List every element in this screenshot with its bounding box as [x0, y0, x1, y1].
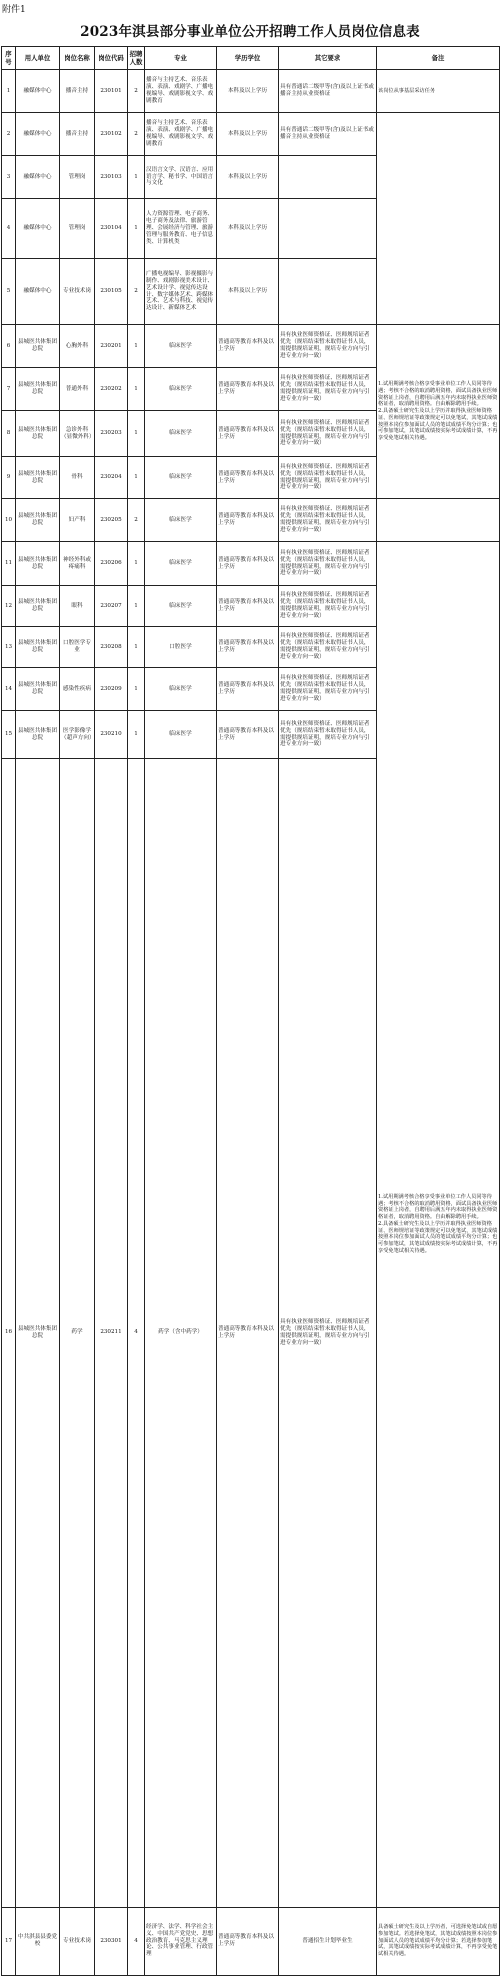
cell-education: 普通高等教育本科及以上学历	[217, 627, 279, 668]
cell-unit: 县城医共体集团总院	[16, 668, 60, 711]
cell-requirements: 具有执业医师资格证、医师规培证者优先（规培结束暂未取得证书人员，需提供规培证明，规培专业方向与引进专业方向一致）	[279, 627, 377, 668]
cell-count: 1	[128, 586, 145, 627]
cell-major: 临床医学	[145, 499, 217, 542]
cell-education: 普通高等教育本科及以上学历	[217, 325, 279, 368]
cell-code: 230205	[95, 499, 128, 542]
cell-requirements: 具有普通话二级甲等(含)及以上证书或播音主持从业资格证	[279, 70, 377, 113]
cell-unit: 县城医共体集团总院	[16, 411, 60, 457]
cell-unit: 县城医共体集团总院	[16, 457, 60, 499]
cell-major: 播音与主持艺术、音乐表演、表演、戏剧学、广播电视编导、戏剧影视文学、戏剧教育	[145, 113, 217, 156]
cell-major: 药学（含中药学）	[145, 759, 217, 1908]
cell-no: 1	[2, 70, 16, 113]
cell-education: 本科及以上学历	[217, 113, 279, 156]
cell-remarks: 具备硕士研究生及以上学历者，可选择免笔试或自愿参加笔试。若选择免笔试，其笔试成绩按照本岗位参加面试人员的笔试成绩平均分计算；若选择参加笔试，其笔试成绩按实际考试成绩计算，不再享受免笔试相关待遇。	[377, 1907, 500, 1975]
header-unit: 用人单位	[16, 47, 60, 70]
cell-count: 2	[128, 499, 145, 542]
cell-code: 230101	[95, 70, 128, 113]
cell-post: 口腔医学专业	[60, 627, 95, 668]
cell-requirements: 具有执业医师资格证、医师规培证者优先（规培结束暂未取得证书人员，需提供规培证明，规培专业方向与引进专业方向一致）	[279, 759, 377, 1908]
cell-unit: 县城医共体集团总院	[16, 325, 60, 368]
cell-code: 230102	[95, 113, 128, 156]
cell-requirements	[279, 259, 377, 325]
cell-count: 1	[128, 711, 145, 759]
cell-unit: 融媒体中心	[16, 156, 60, 199]
cell-post: 医学影像学（超声方向）	[60, 711, 95, 759]
cell-count: 1	[128, 457, 145, 499]
cell-post: 专业技术岗	[60, 1907, 95, 1975]
header-education: 学历学位	[217, 47, 279, 70]
cell-education: 普通高等教育本科及以上学历	[217, 499, 279, 542]
cell-post: 药学	[60, 759, 95, 1908]
cell-no: 3	[2, 156, 16, 199]
cell-requirements: 具有普通话二级甲等(含)及以上证书或播音主持从业资格证	[279, 113, 377, 156]
cell-no: 14	[2, 668, 16, 711]
cell-code: 230203	[95, 411, 128, 457]
cell-count: 1	[128, 542, 145, 586]
cell-code: 230202	[95, 368, 128, 411]
cell-post: 管理岗	[60, 156, 95, 199]
cell-education: 普通高等教育本科及以上学历	[217, 759, 279, 1908]
header-row	[2, 47, 500, 70]
cell-major: 临床医学	[145, 411, 217, 457]
cell-unit: 中共淇县县委党校	[16, 1907, 60, 1975]
header-post: 岗位名称	[60, 47, 95, 70]
table-row	[2, 499, 500, 542]
cell-post: 感染性疾病	[60, 668, 95, 711]
cell-unit: 县城医共体集团总院	[16, 759, 60, 1908]
cell-count: 4	[128, 1907, 145, 1975]
cell-education: 普通高等教育本科及以上学历	[217, 457, 279, 499]
cell-no: 17	[2, 1907, 16, 1975]
cell-unit: 县城医共体集团总院	[16, 627, 60, 668]
cell-no: 6	[2, 325, 16, 368]
cell-post: 骨科	[60, 457, 95, 499]
cell-post: 神经外科或疼痛科	[60, 542, 95, 586]
cell-major: 播音与主持艺术、音乐表演、表演、戏剧学、广播电视编导、戏剧影视文学、戏剧教育	[145, 70, 217, 113]
cell-unit: 融媒体中心	[16, 199, 60, 259]
header-major: 专业	[145, 47, 217, 70]
cell-post: 管理岗	[60, 199, 95, 259]
cell-requirements	[279, 199, 377, 259]
cell-code: 230301	[95, 1907, 128, 1975]
cell-no: 15	[2, 711, 16, 759]
cell-no: 5	[2, 259, 16, 325]
header-count: 招聘人数	[128, 47, 145, 70]
cell-education: 本科及以上学历	[217, 199, 279, 259]
cell-no: 16	[2, 759, 16, 1908]
position-table	[1, 46, 500, 1976]
cell-no: 4	[2, 199, 16, 259]
cell-no: 10	[2, 499, 16, 542]
cell-code: 230103	[95, 156, 128, 199]
cell-requirements	[279, 156, 377, 199]
cell-no: 11	[2, 542, 16, 586]
cell-no: 12	[2, 586, 16, 627]
cell-major: 临床医学	[145, 586, 217, 627]
cell-code: 230104	[95, 199, 128, 259]
cell-remarks: 1.试用期满考核合格享受事业单位工作人员同等待遇；考核不合格的取消聘用资格，面试具备执业医师资格证上岗者，自聘用后满五年内未取得执业医师资格证者，取消聘用资格。自由解除聘用手续。 2.具备硕士研究生及以上学历并取得执业医师资格证、医师规培证等政策规定可以免笔试，其笔试成绩按照本岗位参加面试人员的笔试成绩平均分计算；也可参加笔试，其笔试成绩按实际考试成绩计算，不再享受免笔试相关待遇。	[377, 325, 500, 499]
cell-major: 临床医学	[145, 457, 217, 499]
header-no: 序号	[2, 47, 16, 70]
cell-code: 230204	[95, 457, 128, 499]
cell-requirements: 具有执业医师资格证、医师规培证者优先（规培结束暂未取得证书人员，需提供规培证明，规培专业方向与引进专业方向一致）	[279, 411, 377, 457]
cell-count: 1	[128, 411, 145, 457]
cell-unit: 县城医共体集团总院	[16, 368, 60, 411]
attachment-label: 附件1	[2, 5, 26, 15]
cell-no: 2	[2, 113, 16, 156]
cell-education: 本科及以上学历	[217, 156, 279, 199]
cell-unit: 县城医共体集团总院	[16, 586, 60, 627]
cell-education: 本科及以上学历	[217, 70, 279, 113]
cell-requirements: 具有执业医师资格证、医师规培证者优先（规培结束暂未取得证书人员，需提供规培证明，规培专业方向与引进专业方向一致）	[279, 499, 377, 542]
cell-education: 普通高等教育本科及以上学历	[217, 586, 279, 627]
cell-post: 眼科	[60, 586, 95, 627]
cell-major: 临床医学	[145, 711, 217, 759]
cell-major: 临床医学	[145, 325, 217, 368]
cell-major: 临床医学	[145, 368, 217, 411]
cell-no: 8	[2, 411, 16, 457]
cell-post: 急诊外科（显微外科）	[60, 411, 95, 457]
cell-major: 临床医学	[145, 668, 217, 711]
cell-unit: 县城医共体集团总院	[16, 542, 60, 586]
table-row	[2, 542, 500, 586]
cell-count: 1	[128, 668, 145, 711]
cell-count: 4	[128, 759, 145, 1908]
header-remarks: 备注	[377, 47, 500, 70]
cell-requirements: 普通招生计划毕业生	[279, 1907, 377, 1975]
cell-education: 普通高等教育本科及以上学历	[217, 368, 279, 411]
cell-post: 播音主持	[60, 113, 95, 156]
cell-requirements: 具有执业医师资格证、医师规培证者优先（规培结束暂未取得证书人员，需提供规培证明，规培专业方向与引进专业方向一致）	[279, 542, 377, 586]
cell-requirements: 具有执业医师资格证、医师规培证者优先（规培结束暂未取得证书人员，需提供规培证明，规培专业方向与引进专业方向一致）	[279, 668, 377, 711]
cell-count: 2	[128, 70, 145, 113]
cell-unit: 融媒体中心	[16, 259, 60, 325]
cell-code: 230211	[95, 759, 128, 1908]
cell-remarks: 该岗位从事基层采访任务	[377, 70, 500, 113]
table-row	[2, 113, 500, 156]
table-row	[2, 325, 500, 368]
cell-education: 普通高等教育本科及以上学历	[217, 1907, 279, 1975]
cell-requirements: 具有执业医师资格证、医师规培证者优先（规培结束暂未取得证书人员，需提供规培证明，规培专业方向与引进专业方向一致）	[279, 368, 377, 411]
cell-code: 230209	[95, 668, 128, 711]
table-row	[2, 70, 500, 113]
cell-requirements: 具有执业医师资格证、医师规培证者优先（规培结束暂未取得证书人员，需提供规培证明，规培专业方向与引进专业方向一致）	[279, 586, 377, 627]
cell-unit: 县城医共体集团总院	[16, 499, 60, 542]
cell-no: 7	[2, 368, 16, 411]
cell-major: 人力资源管理、电子商务、电子商务及法律、旅游管理、会展经济与管理、旅游管理与服务教育、电子信息类、计算机类	[145, 199, 217, 259]
cell-education: 普通高等教育本科及以上学历	[217, 411, 279, 457]
cell-post: 专业技术岗	[60, 259, 95, 325]
cell-requirements: 具有执业医师资格证、医师规培证者优先（规培结束暂未取得证书人员，需提供规培证明，规培专业方向与引进专业方向一致）	[279, 457, 377, 499]
cell-count: 1	[128, 325, 145, 368]
cell-code: 230207	[95, 586, 128, 627]
cell-count: 1	[128, 199, 145, 259]
cell-major: 口腔医学	[145, 627, 217, 668]
cell-remarks: 1.试用期满考核合格享受事业单位工作人员同等待遇；考核不合格的取消聘用资格，面试具备执业医师资格证上岗者，自聘用后满五年内未取得执业医师资格证者，取消聘用资格。自由解除聘用手续。 2.具备硕士研究生及以上学历并取得执业医师资格证、医师规培证等政策规定可以免笔试，其笔试成绩按照本岗位参加面试人员的笔试成绩平均分计算；也可参加笔试，其笔试成绩按实际考试成绩计算，不再享受免笔试相关待遇。	[377, 542, 500, 1908]
cell-unit: 融媒体中心	[16, 70, 60, 113]
header-requirements: 其它要求	[279, 47, 377, 70]
cell-education: 普通高等教育本科及以上学历	[217, 668, 279, 711]
page-title: 2023年淇县部分事业单位公开招聘工作人员岗位信息表	[80, 24, 420, 40]
cell-post: 妇产科	[60, 499, 95, 542]
cell-code: 230210	[95, 711, 128, 759]
cell-major: 广播电视编导、影视摄影与制作、戏剧影视美术设计、艺术设计学、视觉传达设计、数字媒体艺术、跨媒体艺术、艺术与科技、视觉传达设计、新媒体艺术	[145, 259, 217, 325]
cell-post: 心胸外科	[60, 325, 95, 368]
cell-count: 2	[128, 113, 145, 156]
cell-major: 汉语言文学、汉语言、应用语言学、秘书学、中国语言与文化	[145, 156, 217, 199]
cell-education: 本科及以上学历	[217, 259, 279, 325]
cell-education: 普通高等教育本科及以上学历	[217, 542, 279, 586]
cell-requirements: 具有执业医师资格证、医师规培证者优先（规培结束暂未取得证书人员，需提供规培证明，规培专业方向与引进专业方向一致）	[279, 711, 377, 759]
table-row	[2, 1907, 500, 1975]
cell-no: 9	[2, 457, 16, 499]
cell-education: 普通高等教育本科及以上学历	[217, 711, 279, 759]
cell-code: 230206	[95, 542, 128, 586]
cell-remarks	[377, 499, 500, 542]
cell-count: 1	[128, 156, 145, 199]
cell-no: 13	[2, 627, 16, 668]
cell-requirements: 具有执业医师资格证、医师规培证者优先（规培结束暂未取得证书人员，需提供规培证明，规培专业方向与引进专业方向一致）	[279, 325, 377, 368]
cell-major: 经济学、法学、科学社会主义、中国共产党党史、思想政治教育、马克思主义理论、公共事业管理、行政管理	[145, 1907, 217, 1975]
cell-code: 230105	[95, 259, 128, 325]
cell-unit: 融媒体中心	[16, 113, 60, 156]
cell-remarks	[377, 113, 500, 325]
cell-major: 临床医学	[145, 542, 217, 586]
header-code: 岗位代码	[95, 47, 128, 70]
cell-count: 1	[128, 627, 145, 668]
cell-count: 1	[128, 368, 145, 411]
cell-code: 230208	[95, 627, 128, 668]
cell-unit: 县城医共体集团总院	[16, 711, 60, 759]
cell-post: 普通外科	[60, 368, 95, 411]
cell-count: 2	[128, 259, 145, 325]
cell-post: 播音主持	[60, 70, 95, 113]
cell-code: 230201	[95, 325, 128, 368]
